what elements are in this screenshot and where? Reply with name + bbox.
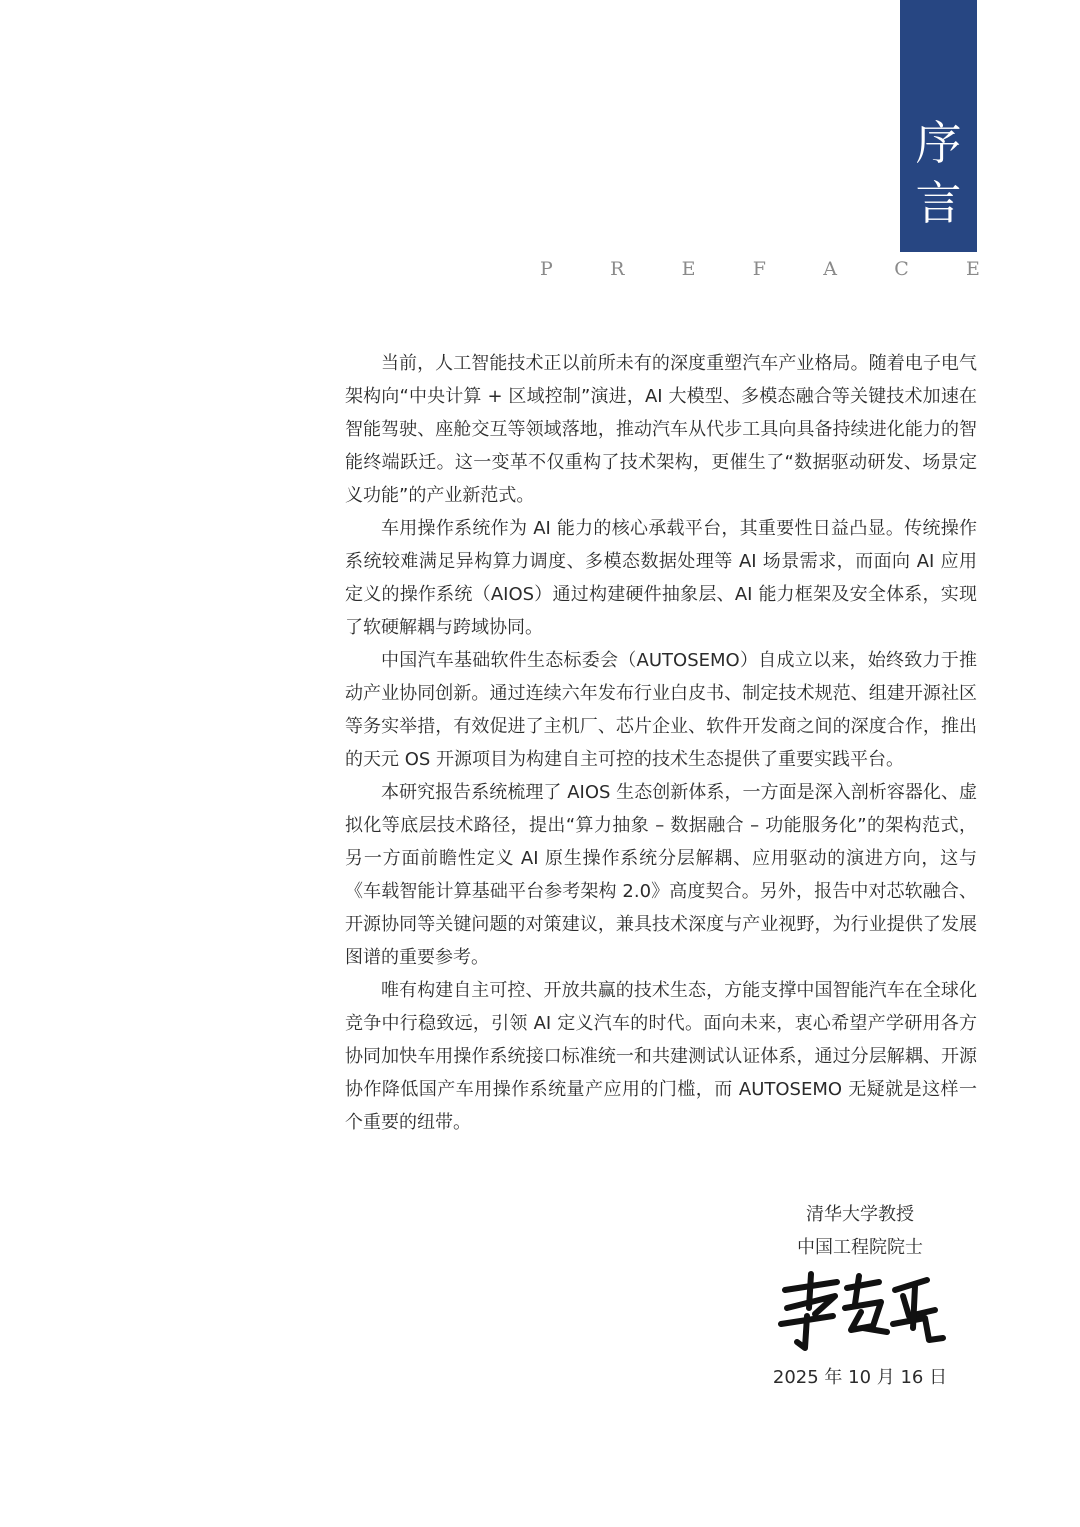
preface-letter: P (540, 258, 553, 280)
preface-letter: F (752, 258, 766, 280)
preface-letter: C (894, 258, 909, 280)
preface-letter: E (681, 258, 696, 280)
signature-date: 2025 年 10 月 16 日 (772, 1367, 948, 1388)
paragraph: 唯有构建自主可控、开放共赢的技术生态，方能支撑中国智能汽车在全球化竞争中行稳致远，引领 AI 定义汽车的时代。面向未来，衷心希望产学研用各方协同加快车用操作系统接口标准统一和共建测试认证体系，通过分层解耦、开源协作降低国产车用操作系统量产应用的门槛，而 AUTOSEMO 无疑就是这样一个重要的纽带。 (345, 980, 977, 1133)
paragraph: 车用操作系统作为 AI 能力的核心承载平台，其重要性日益凸显。传统操作系统较难满足异构算力调度、多模态数据处理等 AI 场景需求，而面向 AI 应用定义的操作系统（AIOS）通过构建硬件抽象层、AI 能力框架及安全体系，实现了软硬解耦与跨域协同。 (345, 518, 977, 638)
preface-letter: R (610, 258, 625, 280)
preface-letter: E (966, 258, 980, 280)
preface-subtitle (540, 258, 980, 284)
title-char-2: 言 (915, 176, 962, 230)
paragraph: 当前，人工智能技术正以前所未有的深度重塑汽车产业格局。随着电子电气架构向“中央计算 + 区域控制”演进，AI 大模型、多模态融合等关键技术加速在智能驾驶、座舱交互等领域落地，推动汽车从代步工具向具备持续进化能力的智能终端跃迁。这一变革不仅重构了技术架构，更催生了“数据驱动研发、场景定义功能”的产业新范式。 (345, 353, 977, 506)
paragraph: 本研究报告系统梳理了 AIOS 生态创新体系，一方面是深入剖析容器化、虚拟化等底层技术路径，提出“算力抽象 – 数据融合 – 功能服务化”的架构范式，另一方面前瞻性定义 AI 原生操作系统分层解耦、应用驱动的演进方向，这与《车载智能计算基础平台参考架构 2.0》高度契合。另外，报告中对芯软融合、开源协同等关键问题的对策建议，兼具技术深度与产业视野，为行业提供了发展图谱的重要参考。 (345, 782, 977, 968)
paragraph: 中国汽车基础软件生态标委会（AUTOSEMO）自成立以来，始终致力于推动产业协同创新。通过连续六年发布行业白皮书、制定技术规范、组建开源社区等务实举措，有效促进了主机厂、芯片企业、软件开发商之间的深度合作，推出的天元 OS 开源项目为构建自主可控的技术生态提供了重要实践平台。 (345, 650, 977, 770)
title-char-1: 序 (915, 116, 962, 170)
preface-letter: A (823, 258, 837, 280)
handwritten-signature (775, 1268, 950, 1353)
preface-body (345, 347, 977, 1139)
author-title-academician: 中国工程院院士 (797, 1237, 923, 1258)
author-title-professor: 清华大学教授 (806, 1204, 914, 1225)
title-block (900, 0, 977, 252)
